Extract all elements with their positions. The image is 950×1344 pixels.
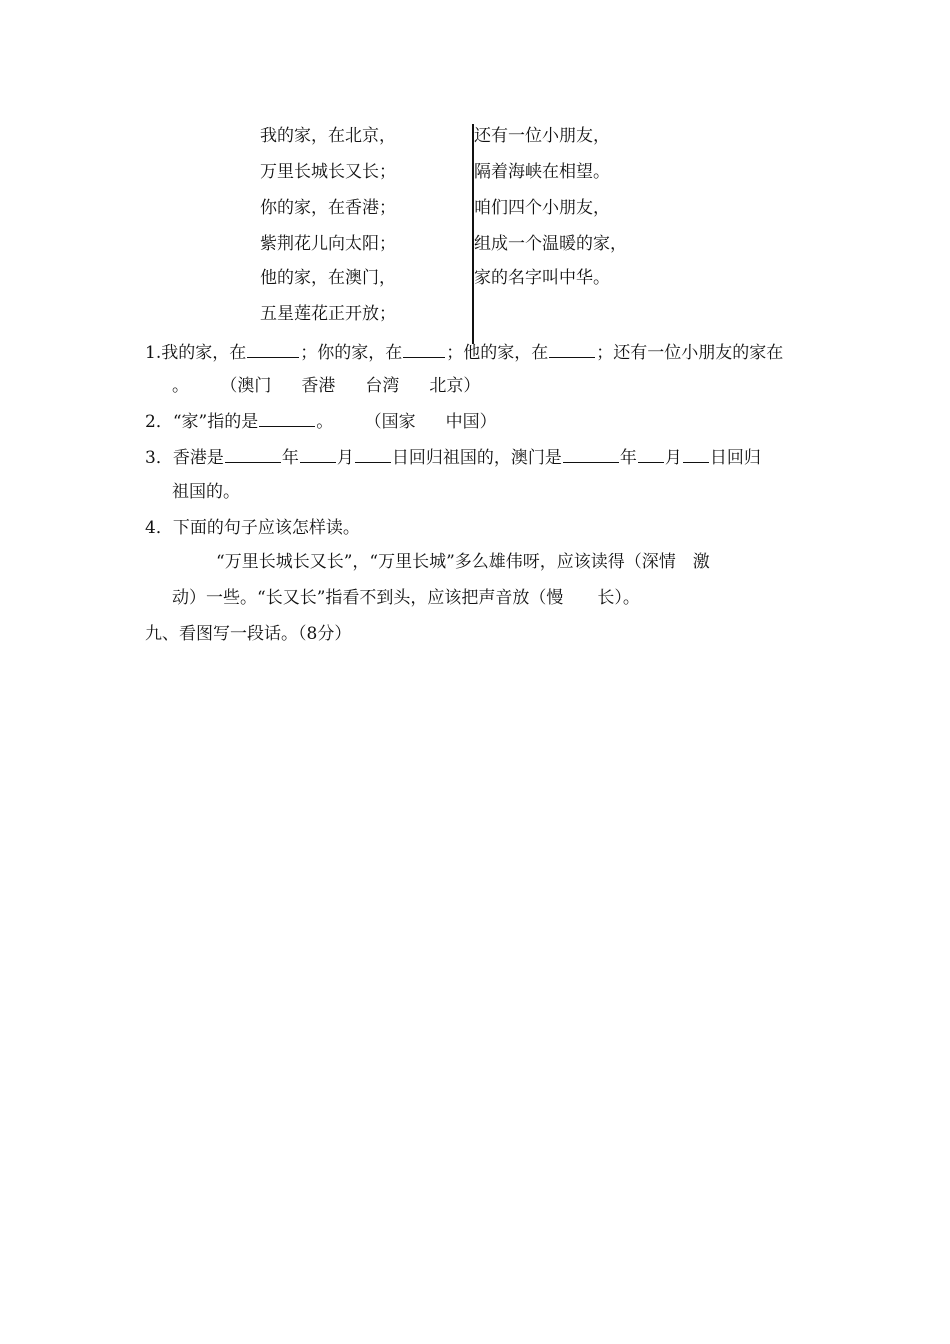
q3-text: 3．香港是 [145,448,224,468]
question-4-line: 动）一些。“长又长”指看不到头，应该把声音放（慢 长）。 [172,588,640,608]
poem-right-line: 组成一个温暖的家， [474,234,627,254]
q2-text: 2．“家”指的是 [145,412,259,432]
question-4-line: “万里长城长又长”，“万里长城”多么雄伟呀，应该读得（深情 激 [216,552,710,572]
option-word: 香港 [301,376,336,396]
poem-right-line: 家的名字叫中华。 [474,268,610,288]
question-2 [145,412,497,431]
q1-text: ；还有一位小朋友的家在 [596,343,784,363]
answer-blank[interactable] [549,343,595,358]
answer-blank[interactable] [225,448,281,463]
q3-text: 月 [664,448,682,468]
answer-blank[interactable] [638,448,664,463]
question-4-title: 4．下面的句子应该怎样读。 [145,518,360,538]
q1-tail: 。 [172,376,189,396]
poem-left-line: 他的家，在澳门， [260,268,396,288]
answer-blank[interactable] [563,448,619,463]
poem-left-line: 你的家，在香港； [260,198,396,218]
q3-text: 年 [619,448,637,468]
question-3 [145,448,761,467]
poem-left-line: 五星莲花正开放； [260,304,396,324]
question-1 [145,343,783,362]
q3-text: 日回归 [709,448,761,468]
poem-right-line: 隔着海峡在相望。 [474,162,610,182]
answer-blank[interactable] [300,448,336,463]
section-9-heading: 九、看图写一段话。（8分） [145,624,352,644]
q2-text: 。 [316,412,334,432]
question-3-continued: 祖国的。 [172,482,240,502]
q3-text: 年 [281,448,299,468]
answer-blank[interactable] [683,448,709,463]
answer-blank[interactable] [247,343,299,358]
q1-text: ；你的家，在 [300,343,403,363]
question-1-options [172,378,480,395]
poem-left-line: 我的家，在北京， [260,126,396,146]
answer-blank[interactable] [403,343,445,358]
option-word: 北京） [429,376,481,396]
option-word: （澳门 [220,376,272,396]
poem-left-line: 紫荆花儿向太阳； [260,234,396,254]
option-word: 台湾 [365,376,400,396]
answer-blank[interactable] [259,412,315,427]
q3-text: 月 [336,448,354,468]
poem-left-line: 万里长城长又长； [260,162,396,182]
poem-right-line: 咱们四个小朋友， [474,198,610,218]
q1-text: 1.我的家，在 [145,343,247,363]
option-word: （国家 [364,412,416,432]
answer-blank[interactable] [355,448,391,463]
q3-text: 日回归祖国的，澳门是 [391,448,562,468]
poem-right-line: 还有一位小朋友， [474,126,610,146]
option-word: 中国） [445,412,497,432]
q1-text: ；他的家，在 [446,343,549,363]
